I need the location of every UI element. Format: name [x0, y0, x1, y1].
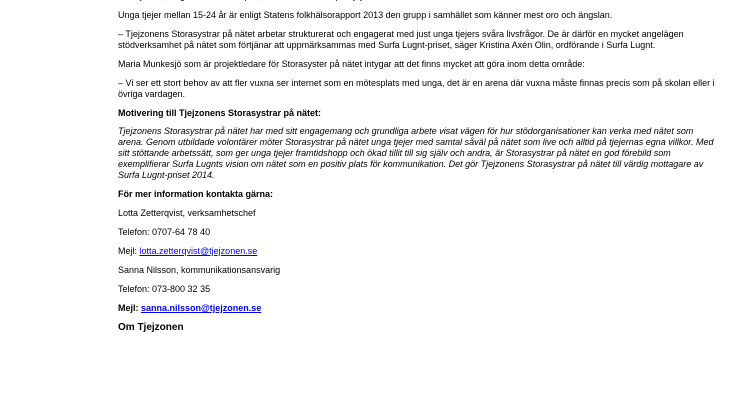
contact2-mail-label: Mejl: [118, 303, 142, 313]
contact2-name: Sanna Nilsson, kommunikationsansvarig [118, 265, 281, 275]
paragraph-quote-kristina: – Tjejzonens Storasystrar på nätet arbetar strukturerat och engagerat med just unga tjejers svåra livsfrågor. De är därför en mycket angelägen stödverksamhet på nätet som förtjänar att uppmärksammas med Surfa Lugnt-priset, säger Kristina Axén Olin, ordförande i Surfa Lugnt. [118, 29, 684, 50]
contact-heading: För mer information kontakta gärna: [118, 189, 274, 199]
document-page [118, 0, 720, 341]
about-heading: Om Tjejzonen [118, 322, 184, 333]
contact1-mail-label: Mejl: [118, 246, 140, 256]
paragraph-top-cut [118, 0, 720, 2]
contact1-name: Lotta Zetterqvist, verksamhetschef [118, 208, 256, 218]
motivation-text: Tjejzonens Storasystrar på nätet har med sitt engagemang och grundliga arbete visat vägen för hur stödorganisationer kan verka med nätet som arena. Genom utbildade volontärer möter Storasystrar på nätet unga tjejer med samtal såväl på nätet som live och alltid på tjejernas egna villkor. Med sitt stöttande arbetssätt, som ger unga tjejer framtidshopp och ökad tillit till sig själv och andra, är Storasystrar på nätet en god förebild som exemplifierar Surfa Lugnts vision om nätet som en positiv plats för kommunikation. Det gör Tjejzonens Storasystrar på nätet till värdig mottagare av Surfa Lugnt-priset 2014. [118, 126, 714, 180]
paragraph-maria: Maria Munkesjö som är projektledare för Storasyster på nätet intygar att det finns mycket att göra inom detta område: [118, 59, 585, 69]
paragraph-quote-maria: – Vi ser ett stort behov av att fler vuxna ser internet som en mötesplats med unga, det är en arena där vuxna måste finnas precis som på skolan eller i övriga vardagen. [118, 78, 715, 99]
contact1-mail-link[interactable]: lotta.zetterqvist@tjejzonen.se [139, 246, 258, 256]
contact2-mail-line [118, 303, 720, 314]
motivation-heading: Motivering till Tjejzonens Storasystrar på nätet: [118, 108, 322, 118]
contact1-phone: Telefon: 0707-64 78 40 [118, 227, 211, 237]
paragraph-age-group: Unga tjejer mellan 15-24 år är enligt Statens folkhälsorapport 2013 den grupp i samhället som känner mest oro och ängslan. [118, 10, 613, 20]
contact1-mail-line [118, 246, 720, 257]
contact2-mail-link[interactable]: sanna.nilsson@tjejzonen.se [141, 303, 262, 313]
contact2-phone: Telefon: 073-800 32 35 [118, 284, 211, 294]
